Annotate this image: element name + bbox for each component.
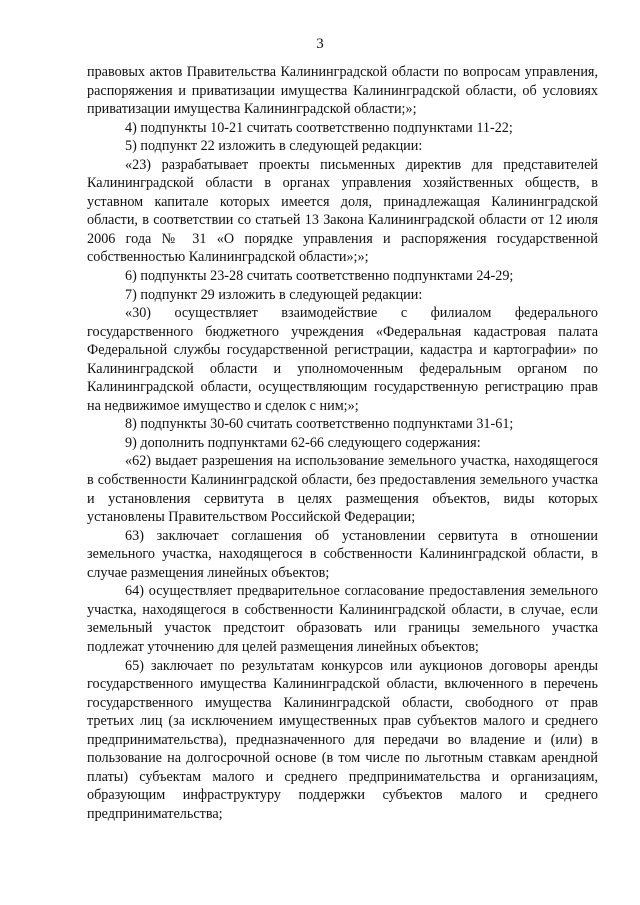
page-number: 3 — [316, 36, 324, 52]
paragraph: 65) заключает по результатам конкурсов или аукционов договоры аренды государственного имущества Калининградской области, включенного в перечень государственного имущества Калининградской области, свободного от прав третьих лиц (за исключением имущественных прав субъектов малого и среднего предпринимательства), предназначенного для передачи во владение и (или) в пользование на долгосрочной основе (в том числе по льготным ставкам арендной платы) субъектам малого и среднего предпринимательства и организациям, образующим инфраструктуру поддержки субъектов малого и среднего предпринимательства; — [87, 657, 598, 822]
document-body — [87, 63, 598, 823]
paragraph: 64) осуществляет предварительное согласование предоставления земельного участка, находящегося в собственности Калининградской области, в случае, если земельный участок предстоит образовать или границы земельного участка подлежат уточнению для целей размещения линейных объектов; — [87, 583, 598, 655]
paragraph: 5) подпункт 22 изложить в следующей редакции: — [125, 138, 423, 155]
paragraph: 63) заключает соглашения об установлении сервитута в отношении земельного участка, находящегося в собственности Калининградской области, в случае размещения линейных объектов; — [87, 527, 598, 581]
paragraph: 8) подпункты 30-60 считать соответственно подпунктами 31-61; — [125, 416, 514, 433]
paragraph: 6) подпункты 23-28 считать соответственно подпунктами 24-29; — [125, 268, 514, 285]
paragraph: «23) разрабатывает проекты письменных директив для представителей Калининградской области в органах управления хозяйственных обществ, в уставном капитале которых имеется доля, принадлежащая Калининградской области, в соответствии со статьей 13 Закона Калининградской области от 12 июля 2006 года № 31 «О порядке управления и распоряжения государственной собственностью Калининградской области»;»; — [87, 156, 598, 266]
paragraph: 7) подпункт 29 изложить в следующей редакции: — [125, 286, 423, 303]
paragraph: 4) подпункты 10-21 считать соответственно подпунктами 11-22; — [125, 119, 513, 136]
paragraph: правовых актов Правительства Калининградской области по вопросам управления, распоряжения и приватизации имущества Калининградской области, об условиях приватизации имущества Калининградской области;»; — [87, 64, 598, 118]
paragraph: «62) выдает разрешения на использование земельного участка, находящегося в собственности Калининградской области, без предоставления земельного участка и установления сервитута в целях размещения объектов, виды которых установлены Правительством Российской Федерации; — [87, 453, 598, 526]
paragraph: «30) осуществляет взаимодействие с филиалом федерального государственного бюджетного учреждения «Федеральная кадастровая палата Федеральной службы государственной регистрации, кадастра и картографии» по Калининградской области и уполномоченным федеральным органом по Калининградской области, осуществляющим государственную регистрацию прав на недвижимое имущество и сделок с ним;»; — [87, 305, 598, 414]
paragraph: 9) дополнить подпунктами 62-66 следующего содержания: — [125, 434, 481, 451]
